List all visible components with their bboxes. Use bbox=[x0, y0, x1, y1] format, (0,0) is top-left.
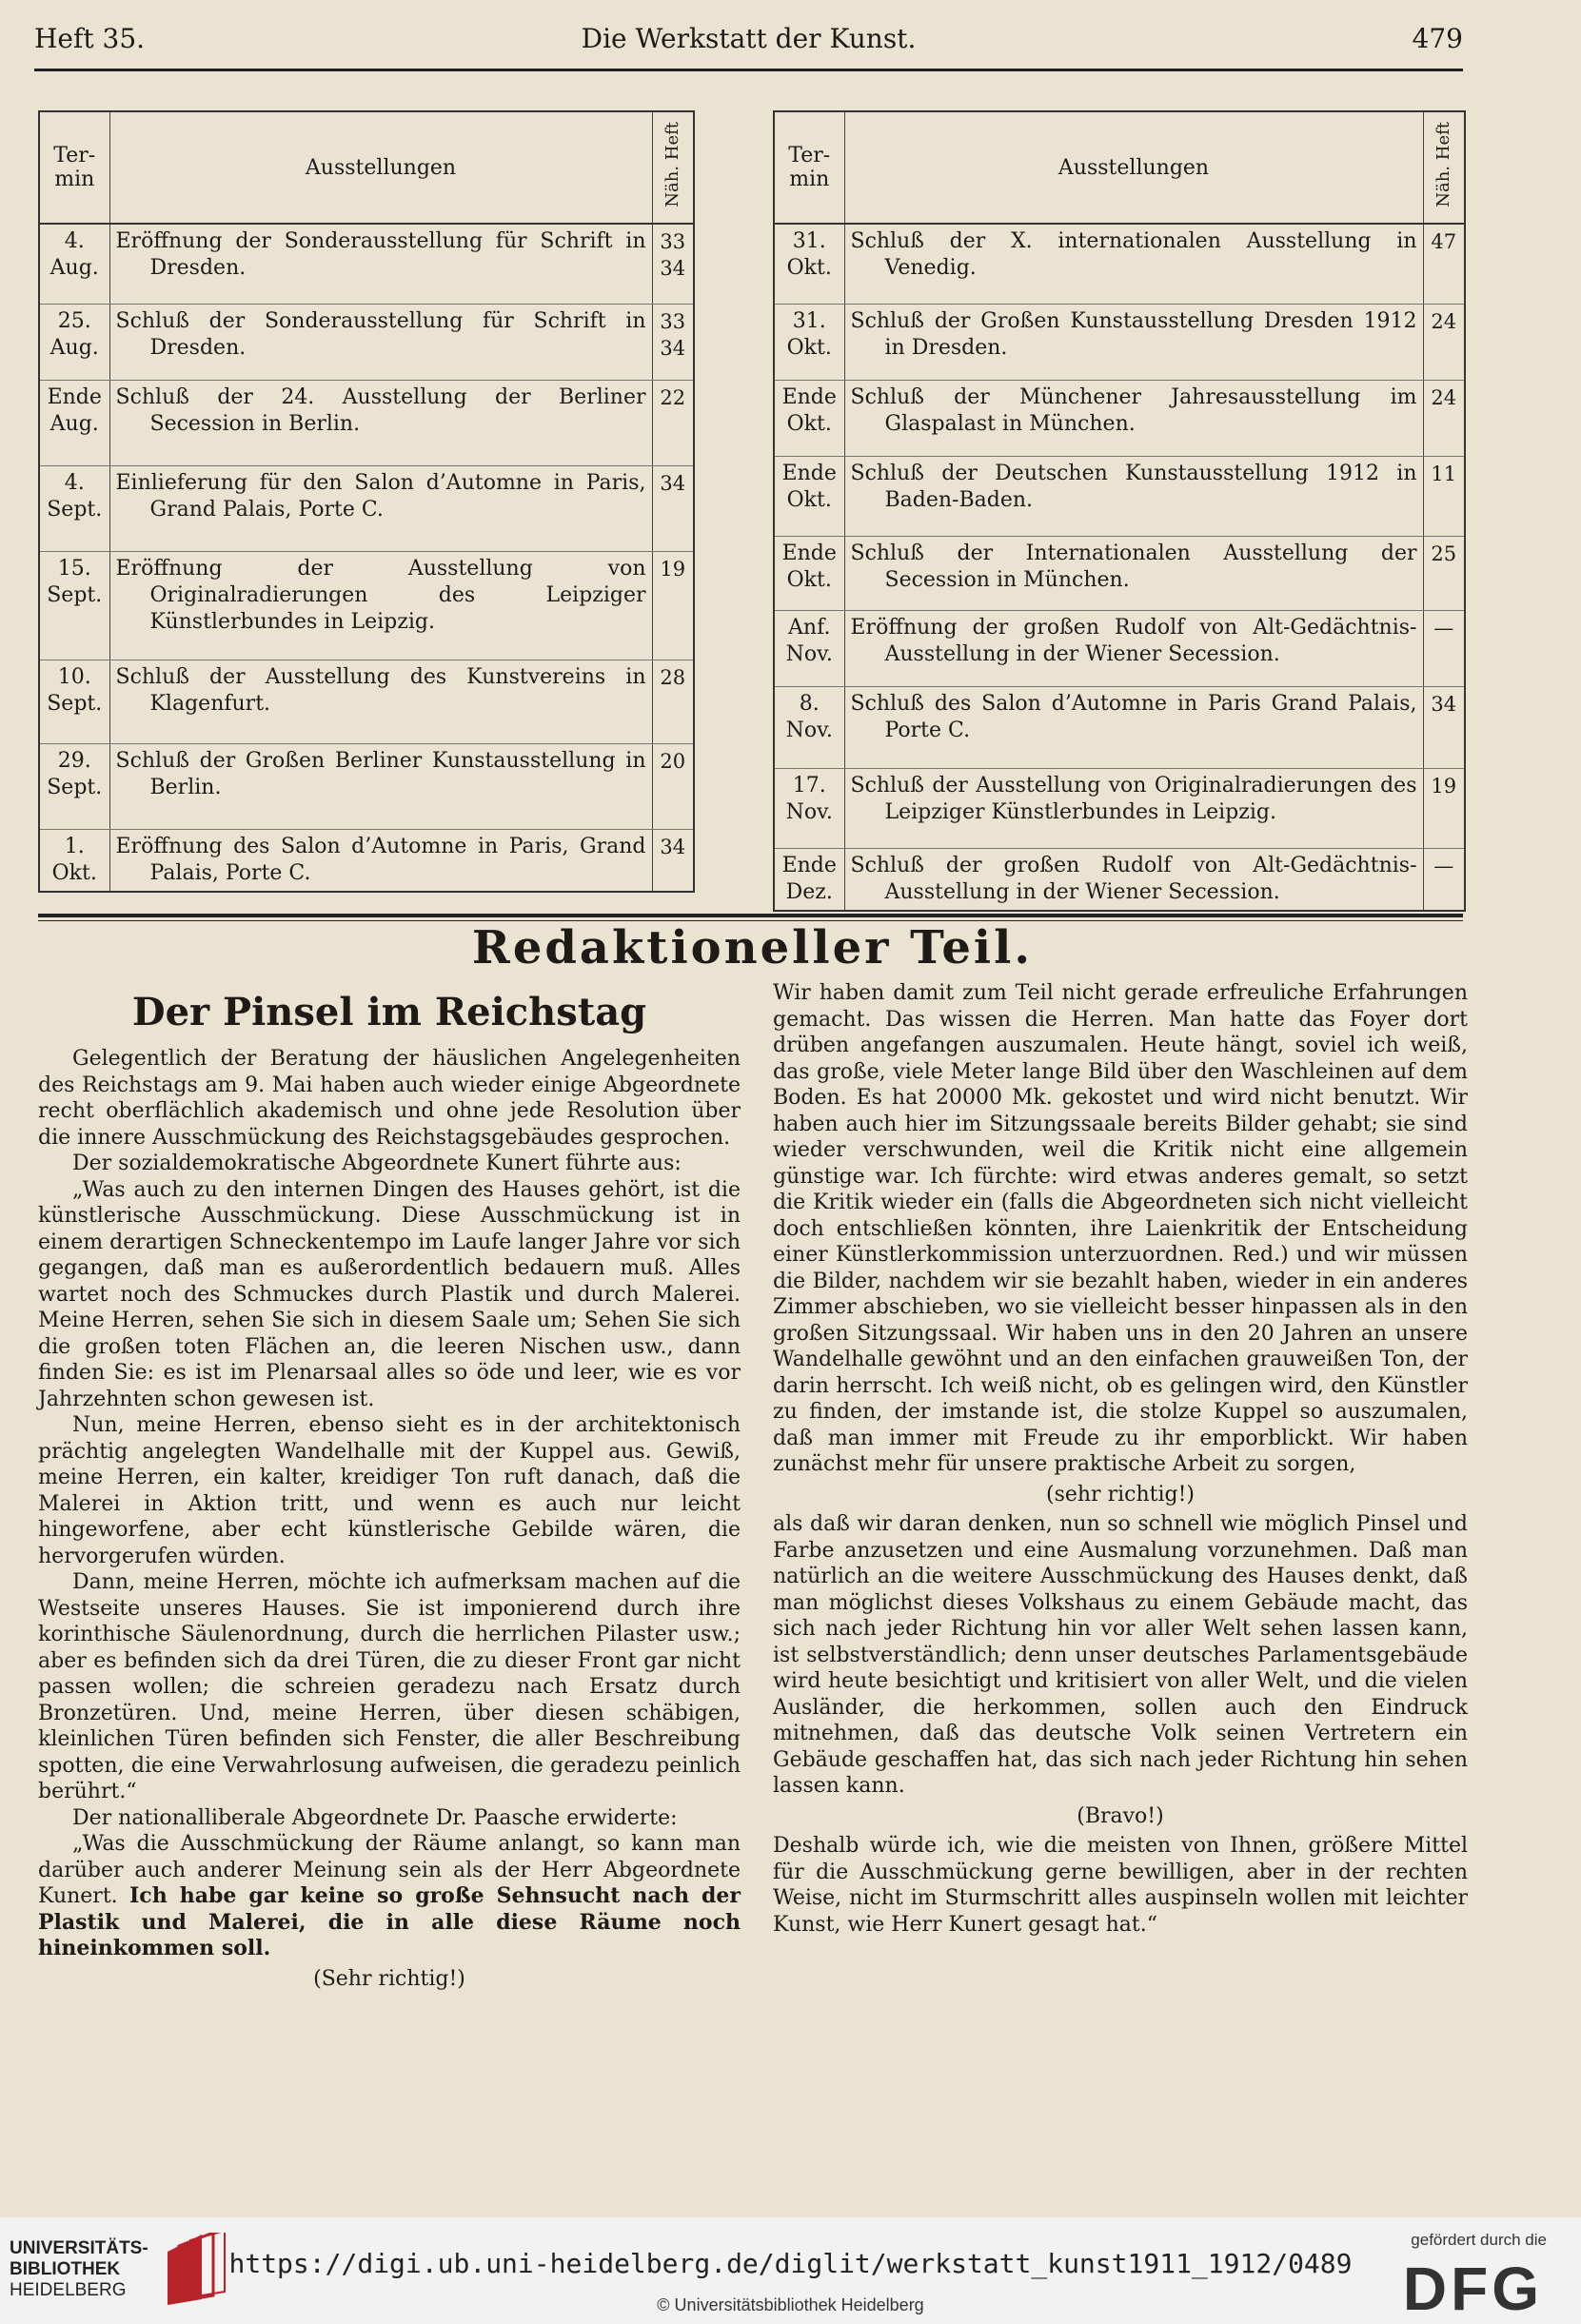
running-header bbox=[34, 23, 1463, 65]
col-header-termin: Ter- min bbox=[774, 111, 844, 224]
termin-cell: Ende Okt. bbox=[774, 536, 844, 610]
exhibition-cell: Schluß der großen Rudolf von Alt-Gedächtnis-Ausstellung in der Wiener Secession. bbox=[844, 848, 1423, 911]
paragraph: Dann, meine Herren, möchte ich aufmerksam machen auf die Westseite unseres Hauses. Sie ist imponierend durch ihre korinthische Säulenordnung, durch die herrlichen Pilaster usw.; aber es befinden sich da drei Türen, die zu dieser Front gar nicht passen wollen; die schreien geradezu nach Ersatz durch Bronzetüren. Und, meine Herren, über diesen schäbigen, kleinlichen Türen befinden sich Fenster, die aller Beschreibung spotten, die eine Verwahrlosung aufweisen, die geradezu peinlich berührt.“ bbox=[38, 1570, 741, 1803]
interjection: (Bravo!) bbox=[1077, 1803, 1164, 1828]
heft-cell: 22 bbox=[652, 380, 694, 465]
paragraph-quote bbox=[38, 1831, 741, 1962]
col-header-ausstellungen: Ausstellungen bbox=[844, 111, 1423, 224]
heft-cell: 33 34 bbox=[652, 304, 694, 380]
exhibition-cell: Schluß der Münchener Jahresausstellung im Glaspalast in München. bbox=[844, 380, 1423, 456]
paragraph: Gelegentlich der Beratung der häuslichen Angelegenheiten des Reichstags am 9. Mai haben auch wieder einige Abgeordnete recht oberflächlich akademisch und ohne jede Resolution über die innere Ausschmückung des Reichstagsgebäudes gesprochen. bbox=[38, 1047, 741, 1150]
termin-cell: Ende Okt. bbox=[774, 380, 844, 456]
section-title: Redaktioneller Teil. bbox=[471, 921, 1034, 975]
section-rule-thick bbox=[38, 914, 1463, 917]
heft-cell: 47 bbox=[1423, 224, 1465, 304]
table-row bbox=[39, 660, 694, 743]
paragraph: als daß wir daran denken, nun so schnell wie möglich Pinsel und Farbe anzusetzen und eine Ausmalung vorzunehmen. Daß man natürlich an die weitere Ausschmückung des Hauses denkt, daß man möglichst dieses Volkshaus zu einem Gebäude macht, das sich nach jeder Richtung hin vor aller Welt sehen lassen kann, ist selbstverständlich; denn unser deutsches Parlamentsgebäude wird heute besichtigt und kritisiert von aller Welt, und die vielen Ausländer, die herkommen, sollen auch den Eindruck mitnehmen, daß das deutsche Volk seinen Vertretern ein Gebäude geschaffen hat, das sich nach jeder Richtung hin sehen lassen kann. bbox=[773, 1512, 1468, 1798]
termin-cell: 31. Okt. bbox=[774, 304, 844, 380]
exhibition-cell: Eröffnung der Sonderausstellung für Schrift in Dresden. bbox=[109, 224, 652, 304]
termin-cell: 8. Nov. bbox=[774, 686, 844, 768]
heft-cell: 20 bbox=[652, 743, 694, 829]
heft-cell: 24 bbox=[1423, 304, 1465, 380]
col-header-heft: Näh. Heft bbox=[1423, 111, 1465, 224]
termin-cell: Ende Okt. bbox=[774, 456, 844, 536]
page-number: 479 bbox=[1412, 23, 1463, 54]
issue-number: Heft 35. bbox=[34, 23, 146, 54]
interjection: (Sehr richtig!) bbox=[313, 1966, 465, 1991]
exhibition-table-left bbox=[38, 110, 695, 893]
heft-cell: — bbox=[1423, 848, 1465, 911]
termin-cell: Anf. Nov. bbox=[774, 610, 844, 686]
funding-note: gefördert durch die bbox=[1411, 2231, 1547, 2249]
termin-cell: 15. Sept. bbox=[39, 551, 109, 660]
article-column-left bbox=[38, 985, 741, 1996]
heft-cell: 19 bbox=[652, 551, 694, 660]
heft-cell: 11 bbox=[1423, 456, 1465, 536]
exhibition-cell: Schluß der Sonderausstellung für Schrift in Dresden. bbox=[109, 304, 652, 380]
col-header-heft: Näh. Heft bbox=[652, 111, 694, 224]
exhibition-cell: Schluß der Internationalen Ausstellung der Secession in München. bbox=[844, 536, 1423, 610]
paragraph: „Was auch zu den internen Dingen des Hauses gehört, ist die künstlerische Ausschmückung. Diese Ausschmückung ist in einem derartigen Schneckentempo im Laufe langer Jahre vor sich gegangen, daß man es außerordentlich bedauern muß. Alles wartet noch des Schmuckes durch Plastik und durch Malerei. Meine Herren, sehen Sie sich in diesem Saale um; Sehen Sie sich die großen toten Flächen an, die leeren Nischen usw., dann finden Sie: es ist im Plenarsaal alles so öde und leer, wie es vor Jahrzehnten schon gewesen ist. bbox=[38, 1177, 741, 1411]
dfg-logo: DFG bbox=[1402, 2255, 1543, 2323]
col-header-termin: Ter- min bbox=[39, 111, 109, 224]
exhibition-cell: Eröffnung der großen Rudolf von Alt-Gedächtnis-Ausstellung in der Wiener Secession. bbox=[844, 610, 1423, 686]
library-name: UNIVERSITÄTS- BIBLIOTHEK HEIDELBERG bbox=[10, 2238, 148, 2300]
exhibition-cell: Schluß der Großen Kunstausstellung Dresden 1912 in Dresden. bbox=[844, 304, 1423, 380]
article-column-right bbox=[773, 980, 1468, 1938]
termin-cell: Ende Aug. bbox=[39, 380, 109, 465]
exhibition-table-right bbox=[773, 110, 1466, 912]
exhibition-cell: Schluß des Salon d’Automne in Paris Grand Palais, Porte C. bbox=[844, 686, 1423, 768]
heft-cell: 25 bbox=[1423, 536, 1465, 610]
termin-cell: 10. Sept. bbox=[39, 660, 109, 743]
termin-cell: 1. Okt. bbox=[39, 829, 109, 892]
paragraph: Wir haben damit zum Teil nicht gerade erfreuliche Erfahrungen gemacht. Das wissen die Herren. Man hatte das Foyer dort drüben angefangen auszumalen. Heute hängt, soviel ich weiß, das große, viele Meter lange Bild über den Waschleinen auf dem Boden. Es hat 20000 Mk. gekostet und wird nicht benutzt. Wir haben auch hier im Sitzungssaale bereits Bilder gehabt; sie sind wieder verschwunden, weil die Kritik nicht eine allgemein günstige war. Ich fürchte: wird etwas anderes gemalt, so setzt die Kritik wieder ein (falls die Abgeordneten sich nicht vielleicht doch entschließen könnten, ihre Laienkritik der Entscheidung einer Künstlerkommission unterzuordnen. Red.) und wir müssen die Bilder, nachdem wir sie bezahlt haben, wieder in ein anderes Zimmer abschieben, wo sie vielleicht besser hinpassen als in den großen Sitzungssaal. Wir haben uns in den 20 Jahren an unsere Wandelhalle gewöhnt und an den einfachen grauweißen Ton, der darin herrscht. Ich weiß nicht, ob es gelingen wird, den Künstler zu finden, der imstande ist, die stolze Kuppel so auszumalen, daß man immer mit Freude zu ihr emporblickt. Wir haben zunächst mehr für unsere praktische Arbeit zu sorgen, bbox=[773, 981, 1468, 1476]
table-row bbox=[774, 536, 1465, 610]
heft-cell: 34 bbox=[652, 465, 694, 551]
table-row bbox=[39, 304, 694, 380]
paragraph: Der sozialdemokratische Abgeordnete Kunert führte aus: bbox=[72, 1152, 682, 1175]
table-row bbox=[774, 380, 1465, 456]
col-header-ausstellungen: Ausstellungen bbox=[109, 111, 652, 224]
exhibition-cell: Schluß der Ausstellung des Kunstvereins in Klagenfurt. bbox=[109, 660, 652, 743]
exhibition-cell: Eröffnung der Ausstellung von Originalradierungen des Leipziger Künstlerbundes in Leipzig. bbox=[109, 551, 652, 660]
heft-cell: 34 bbox=[652, 829, 694, 892]
article-title: Der Pinsel im Reichstag bbox=[131, 990, 647, 1034]
table-row bbox=[39, 551, 694, 660]
heft-cell: 19 bbox=[1423, 768, 1465, 848]
quote-emphasis: Ich habe gar keine so große Sehnsucht nach der Plastik und Malerei, die in alle diese Räume noch hineinkommen soll. bbox=[38, 1883, 741, 1960]
table-row bbox=[774, 304, 1465, 380]
paragraph: Nun, meine Herren, ebenso sieht es in der architektonisch prächtig angelegten Wandelhalle mit der Kuppel aus. Gewiß, meine Herren, ein kalter, kreidiger Ton ruft danach, daß die Malerei in Aktion tritt, und wenn es auch nur leicht hingeworfene, aber echt künstlerische Gebilde wären, die hervorgerufen würden. bbox=[38, 1413, 741, 1568]
header-rule bbox=[34, 69, 1463, 71]
quote-text: „Was die Ausschmückung der Räume anlangt, so kann man darüber auch anderer Meinung sein als der Herr Abgeordnete Kunert. bbox=[38, 1832, 741, 1908]
termin-cell: 31. Okt. bbox=[774, 224, 844, 304]
table-row bbox=[774, 224, 1465, 304]
viewer-footer bbox=[0, 2217, 1581, 2324]
heft-cell: — bbox=[1423, 610, 1465, 686]
table-row bbox=[39, 380, 694, 465]
table-row bbox=[774, 848, 1465, 911]
table-row bbox=[39, 224, 694, 304]
paragraph: Der nationalliberale Abgeordnete Dr. Paasche erwiderte: bbox=[72, 1805, 678, 1830]
exhibition-cell: Schluß der X. internationalen Ausstellung in Venedig. bbox=[844, 224, 1423, 304]
exhibition-cell: Schluß der 24. Ausstellung der Berliner Secession in Berlin. bbox=[109, 380, 652, 465]
interjection: (sehr richtig!) bbox=[1046, 1482, 1195, 1507]
termin-cell: 17. Nov. bbox=[774, 768, 844, 848]
heft-cell: 33 34 bbox=[652, 224, 694, 304]
permalink-url[interactable]: https://digi.ub.uni-heidelberg.de/diglit/werkstatt_kunst1911_1912/0489 bbox=[228, 2248, 1353, 2279]
exhibition-cell: Schluß der Ausstellung von Originalradierungen des Leipziger Künstlerbundes in Leipzig. bbox=[844, 768, 1423, 848]
heft-cell: 28 bbox=[652, 660, 694, 743]
journal-title: Die Werkstatt der Kunst. bbox=[581, 23, 917, 54]
termin-cell: 4. Aug. bbox=[39, 224, 109, 304]
table-row bbox=[774, 686, 1465, 768]
table-row bbox=[774, 456, 1465, 536]
exhibition-cell: Schluß der Großen Berliner Kunstausstellung in Berlin. bbox=[109, 743, 652, 829]
exhibition-cell: Eröffnung des Salon d’Automne in Paris, Grand Palais, Porte C. bbox=[109, 829, 652, 892]
termin-cell: Ende Dez. bbox=[774, 848, 844, 911]
termin-cell: 4. Sept. bbox=[39, 465, 109, 551]
heft-cell: 24 bbox=[1423, 380, 1465, 456]
copyright-notice: © Universitätsbibliothek Heidelberg bbox=[657, 2295, 924, 2314]
table-row bbox=[39, 743, 694, 829]
table-row bbox=[774, 610, 1465, 686]
paragraph: Deshalb würde ich, wie die meisten von Ihnen, größere Mittel für die Ausschmückung gerne bewilligen, aber in der rechten Weise, nicht im Sturmschritt alles auspinseln wollen mit leichter Kunst, wie Herr Kunert gesagt hat.“ bbox=[773, 1834, 1468, 1937]
exhibition-cell: Schluß der Deutschen Kunstausstellung 1912 in Baden-Baden. bbox=[844, 456, 1423, 536]
exhibition-cell: Einlieferung für den Salon d’Automne in Paris, Grand Palais, Porte C. bbox=[109, 465, 652, 551]
termin-cell: 25. Aug. bbox=[39, 304, 109, 380]
table-row bbox=[39, 465, 694, 551]
table-row bbox=[774, 768, 1465, 848]
table-row bbox=[39, 829, 694, 892]
termin-cell: 29. Sept. bbox=[39, 743, 109, 829]
heft-cell: 34 bbox=[1423, 686, 1465, 768]
